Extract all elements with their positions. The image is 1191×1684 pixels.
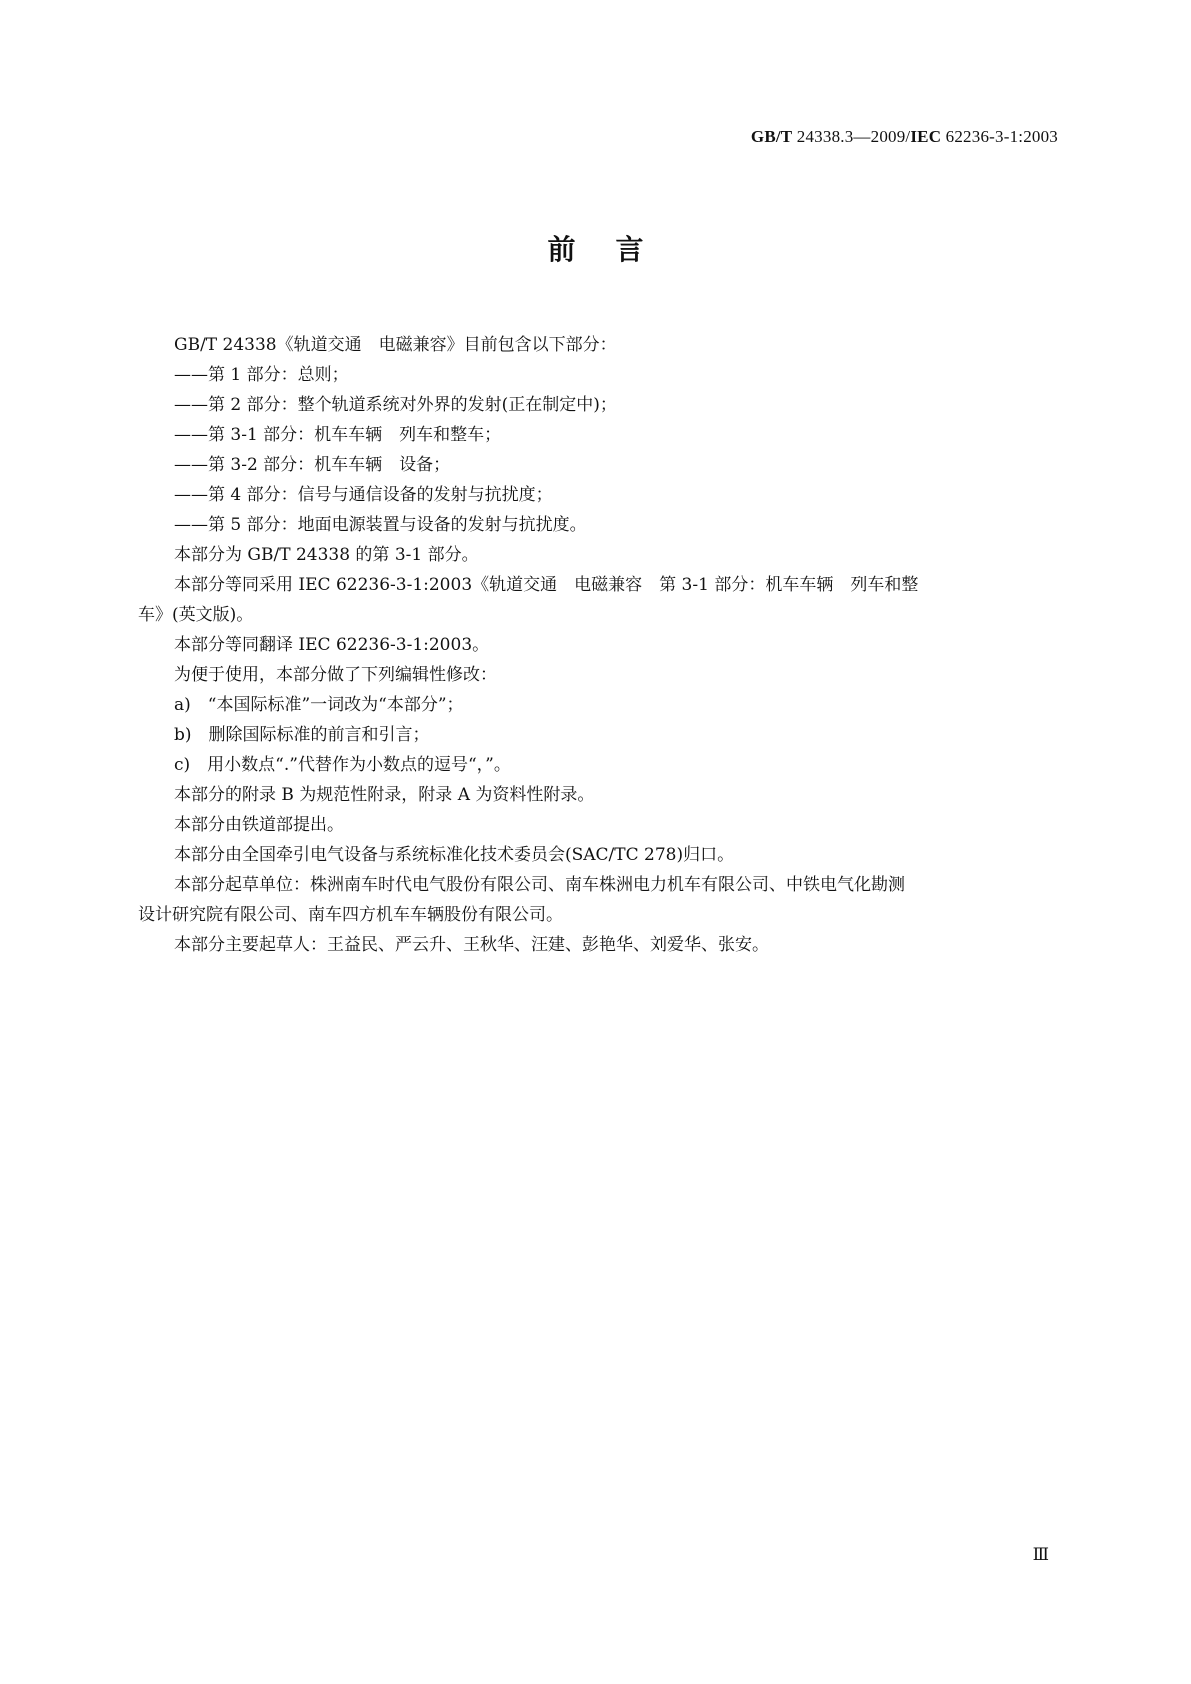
list-item-edit-b: b) 删除国际标准的前言和引言； (174, 725, 430, 745)
paragraph-drafters: 本部分主要起草人：王益民、严云升、王秋华、汪建、彭艳华、刘爱华、张安。 (174, 935, 769, 955)
list-item-edit-a: a) “本国际标准”一词改为“本部分”； (174, 695, 464, 715)
list-item-part1: ——第 1 部分：总则； (174, 365, 349, 385)
paragraph-adopt-line2: 车》(英文版)。 (138, 605, 254, 625)
paragraph-intro: GB/T 24338《轨道交通 电磁兼容》目前包含以下部分： (174, 335, 617, 355)
header-iec: IEC (910, 127, 942, 146)
list-item-part2: ——第 2 部分：整个轨道系统对外界的发射(正在制定中)； (174, 395, 617, 415)
page-number: Ⅲ (1032, 1545, 1049, 1564)
paragraph-drafting-units-line1: 本部分起草单位：株洲南车时代电气股份有限公司、南车株洲电力机车有限公司、中铁电气化勘测 (174, 875, 905, 895)
paragraph-this-part: 本部分为 GB/T 24338 的第 3-1 部分。 (174, 545, 479, 565)
header-gbt: GB/T (750, 127, 793, 146)
paragraph-centralized: 本部分由全国牵引电气设备与系统标准化技术委员会(SAC/TC 278)归口。 (174, 845, 735, 865)
paragraph-translate: 本部分等同翻译 IEC 62236-3-1:2003。 (174, 635, 490, 655)
list-item-part3-2: ——第 3-2 部分：机车车辆 设备； (174, 455, 451, 475)
page-header-standard-number (751, 127, 1058, 147)
header-gbt-number: 24338.3—2009/ (792, 127, 911, 146)
paragraph-edit-intro: 为便于使用，本部分做了下列编辑性修改： (174, 665, 497, 685)
list-item-edit-c: c) 用小数点“.”代替作为小数点的逗号“，”。 (174, 755, 511, 775)
paragraph-annex: 本部分的附录 B 为规范性附录，附录 A 为资料性附录。 (174, 785, 595, 805)
foreword-body (138, 330, 1062, 960)
page-title: 前言 (547, 233, 684, 266)
list-item-part3-1: ——第 3-1 部分：机车车辆 列车和整车； (174, 425, 502, 445)
paragraph-proposed: 本部分由铁道部提出。 (174, 815, 344, 835)
header-iec-number: 62236-3-1:2003 (941, 127, 1058, 146)
list-item-part5: ——第 5 部分：地面电源装置与设备的发射与抗扰度。 (174, 515, 587, 535)
list-item-part4: ——第 4 部分：信号与通信设备的发射与抗扰度； (174, 485, 553, 505)
paragraph-adopt-line1: 本部分等同采用 IEC 62236-3-1:2003《轨道交通 电磁兼容 第 3-1 部分：机车车辆 列车和整 (174, 575, 919, 595)
paragraph-drafting-units-line2: 设计研究院有限公司、南车四方机车车辆股份有限公司。 (138, 905, 563, 925)
